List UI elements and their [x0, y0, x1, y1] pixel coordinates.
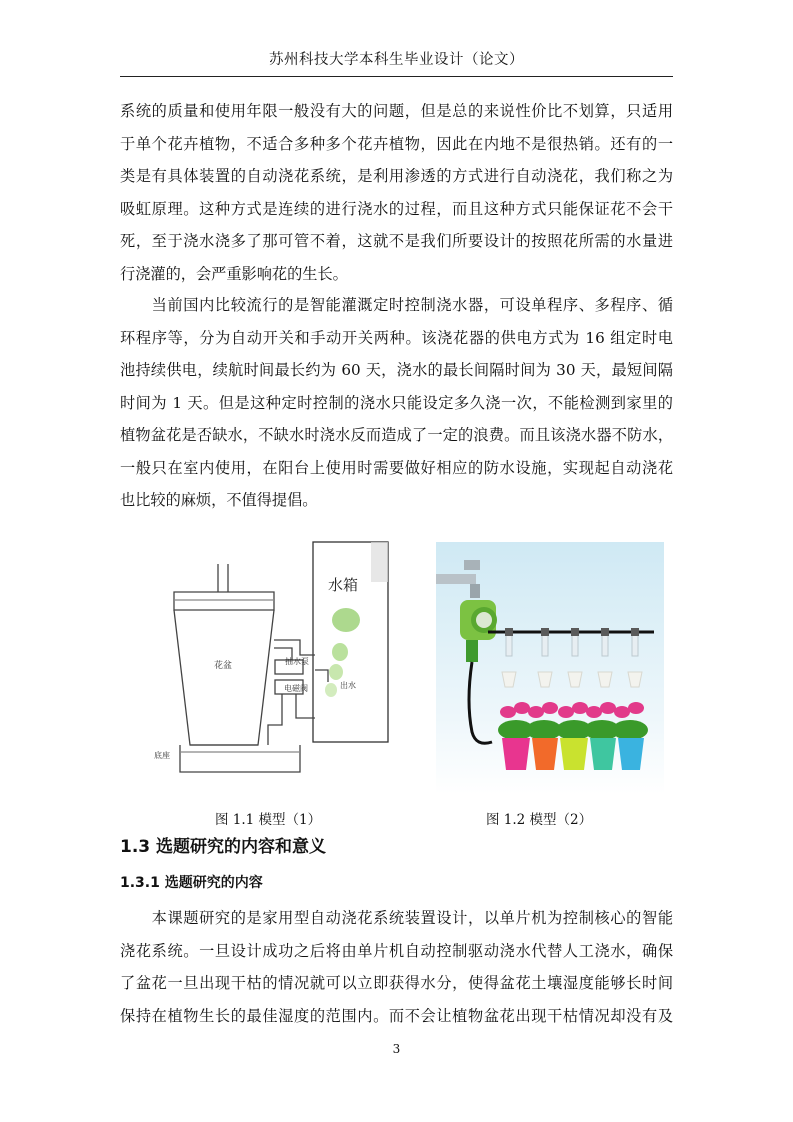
- figure-1-1-caption: 图 1.1 模型（1）: [215, 812, 322, 828]
- page-number: 3: [392, 1042, 401, 1056]
- text-line: 系统的质量和使用年限一般没有大的问题，但是总的来说性价比不划算，只适用: [120, 102, 673, 120]
- text-line: 于单个花卉植物，不适合多种多个花卉植物，因此在内地不是很热销。还有的一: [120, 134, 673, 153]
- schematic-drawing: [150, 540, 390, 795]
- paragraph-2: [120, 289, 673, 517]
- text-line: 环程序等，分为自动开关和手动开关两种。该浇花器的供电方式为 16 组定时电: [120, 328, 673, 347]
- text-line: 一般只在室内使用，在阳台上使用时需要做好相应的防水设施，实现起自动浇花: [120, 458, 673, 477]
- paragraph-1: [120, 95, 673, 290]
- text-line: 类是有具体装置的自动浇花系统，是利用渗透的方式进行自动浇花，我们称之为: [120, 167, 673, 185]
- text-line: 池持续供电，续航时间最长约为 60 天，浇水的最长间隔时间为 30 天，最短间隔: [120, 361, 673, 379]
- text-line: 时间为 1 天。但是这种定时控制的浇水只能设定多久浇一次，不能检测到家里的: [120, 393, 673, 412]
- label-water-tank: 水箱: [328, 576, 359, 594]
- text-line: 植物盆花是否缺水，不缺水时浇水反而造成了一定的浪费。而且该浇水器不防水，: [120, 426, 673, 444]
- text-line: 吸虹原理。这种方式是连续的进行浇水的过程，而且这种方式只能保证花不会干: [120, 199, 673, 218]
- text-line: 也比较的麻烦，不值得提倡。: [120, 491, 318, 509]
- text-line: 保持在植物生长的最佳湿度的范围内。而不会让植物盆花出现干枯情况却没有及: [120, 1006, 673, 1025]
- text-line: 行浇灌的，会严重影响花的生长。: [120, 264, 348, 283]
- figure-1-1-model-schematic: [150, 540, 390, 795]
- text-line: 了盆花一旦出现干枯的情况就可以立即获得水分，使得盆花土壤湿度能够长时间: [120, 974, 673, 992]
- running-header: 苏州科技大学本科生毕业设计（论文）: [269, 52, 524, 68]
- section-heading-1-3: 1.3 选题研究的内容和意义: [120, 837, 327, 857]
- subsection-heading-1-3-1: 1.3.1 选题研究的内容: [120, 875, 263, 891]
- label-outlet: 出水: [340, 681, 356, 690]
- label-pump: 抽水泵: [285, 657, 309, 666]
- figure-1-2-drip-irrigation-photo: [436, 542, 664, 794]
- label-valve: 电磁阀: [284, 684, 308, 693]
- text-line: 当前国内比较流行的是智能灌溉定时控制浇水器，可设单程序、多程序、循: [120, 296, 673, 314]
- text-line: 本课题研究的是家用型自动浇花系统装置设计，以单片机为控制核心的智能: [120, 909, 673, 927]
- header-rule: [120, 76, 673, 77]
- label-base: 底座: [154, 751, 170, 760]
- label-pot: 花盆: [214, 661, 233, 671]
- irrigation-illustration: [436, 542, 664, 794]
- paragraph-3: [120, 902, 673, 1032]
- text-line: 浇花系统。一旦设计成功之后将由单片机自动控制驱动浇水代替人工浇水，确保: [120, 941, 673, 960]
- figure-1-2-caption: 图 1.2 模型（2）: [486, 812, 593, 828]
- text-line: 死，至于浇水浇多了那可管不着，这就不是我们所要设计的按照花所需的水量进: [120, 232, 673, 250]
